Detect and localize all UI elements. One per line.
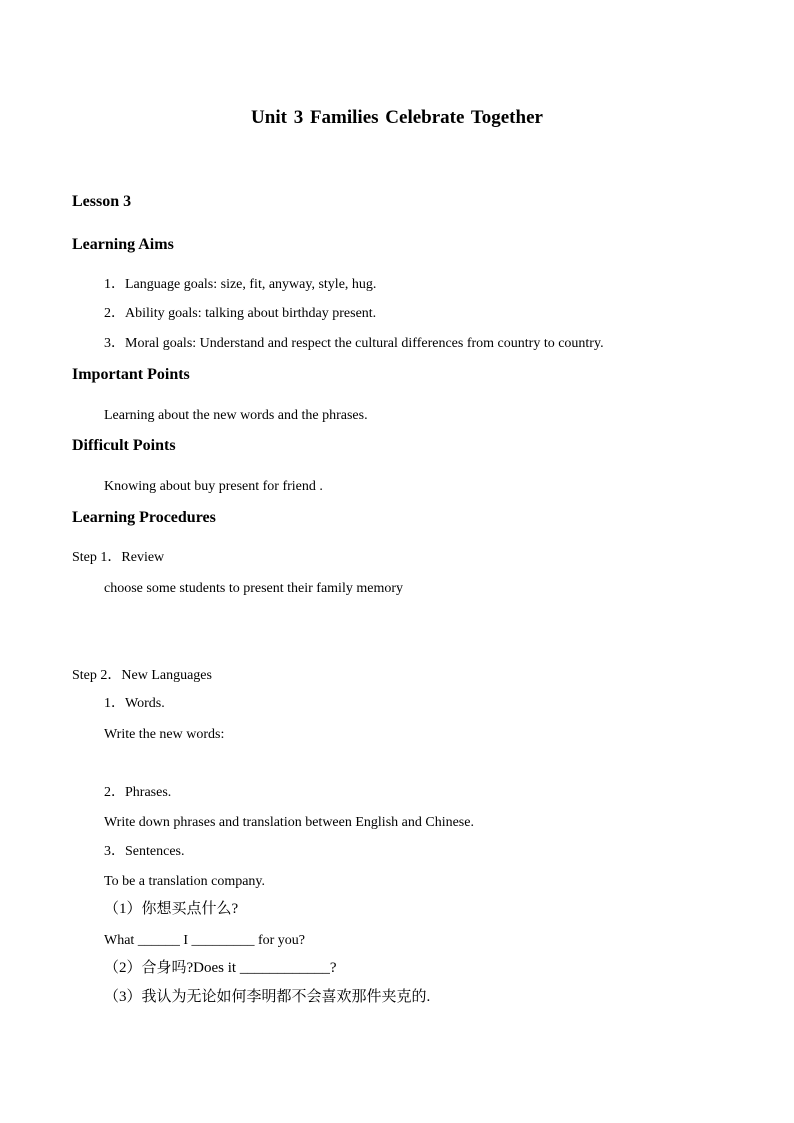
difficult-points-text: Knowing about buy present for friend . [104, 479, 323, 494]
learning-aims-heading: Learning Aims [72, 236, 174, 253]
important-points-text: Learning about the new words and the phrases. [104, 408, 368, 423]
difficult-points-heading: Difficult Points [72, 437, 176, 454]
step2-title: Step 2．New Languages [72, 668, 212, 683]
sentences-text: To be a translation company. [104, 874, 266, 889]
question-1-answer: What ______ I _________ for you? [104, 933, 306, 948]
important-points-heading: Important Points [72, 366, 190, 383]
phrases-text: Write down phrases and translation between English and Chinese. [104, 815, 474, 830]
words-text: Write the new words: [104, 727, 225, 742]
question-1-chinese: （1）你想买点什么? [104, 901, 239, 917]
learning-procedures-heading: Learning Procedures [72, 509, 216, 526]
question-2: （2）合身吗?Does it ____________? [104, 960, 337, 976]
aim-item-moral: 3．Moral goals: Understand and respect the cultural differences from country to country. [104, 336, 604, 351]
aim-item-ability: 2．Ability goals: talking about birthday present. [104, 306, 377, 321]
words-title: 1．Words. [104, 696, 165, 711]
sentences-title: 3．Sentences. [104, 844, 185, 859]
step1-title: Step 1．Review [72, 550, 165, 565]
aim-item-language: 1．Language goals: size, fit, anyway, style, hug. [104, 277, 377, 292]
lesson-label: Lesson 3 [72, 193, 132, 210]
phrases-title: 2．Phrases. [104, 785, 172, 800]
question-3-chinese: （3）我认为无论如何李明都不会喜欢那件夹克的. [104, 989, 431, 1005]
step1-text: choose some students to present their family memory [104, 581, 403, 596]
page-title: Unit 3 Families Celebrate Together [251, 107, 543, 128]
